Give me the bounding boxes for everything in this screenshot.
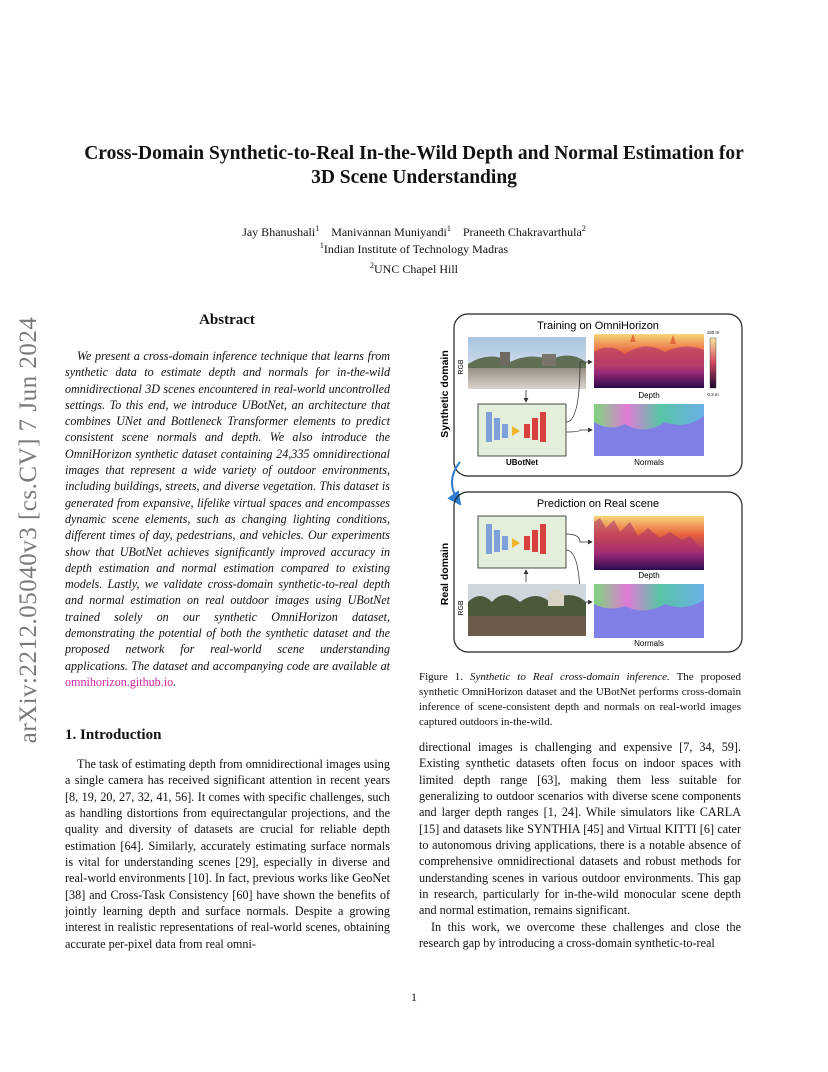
depth-scale-bar [707,330,720,397]
paper-title: Cross-Domain Synthetic-to-Real In-the-Wild Depth and Normal Estimation for 3D Scene Understanding [84,143,744,188]
real-rgb-image [468,584,586,636]
intro-paragraph: The task of estimating depth from omnidirectional images using a single camera has received significant attention in recent years [8, 19, 20, 27, 32, 41, 56]. It comes with specific challenges, such as handling distortions from equirectangular projections, and the quality and diversity of datasets are crucial for reliable depth estimation [64]. Similarly, accurately estimating surface normals is vital for understanding scenes [29], especially in diverse and real-world environments [10]. In fact, previous works like GeoNet [38] and Cross-Task Consistency [60] have shown the benefits of jointly learning depth and surface normals. Despite a growing interest in realistic representations of real-world scenes, obtaining accurate per-pixel data from real omni- [65,757,390,951]
paragraph: directional images is challenging and expensive [7, 34, 59]. Existing synthetic datasets often focus on indoor spaces with limited depth range [63], making them less suitable for generalizing to outdoor scenarios with diverse scene components and larger depth ranges [1, 24]. While simulators like CARLA [15] and datasets like SYNTHIA [45] and Virtual KITTI [6] cater to autonomous driving applications, there is a notable absence of comprehensive omnidirectional datasets and robust methods for understanding scenes in various outdoor environments. This gap in research, particularly for in-the-wild monocular scene depth and normal estimation, remains significant. [419,740,741,918]
svg-text:0.3 m: 0.3 m [707,392,719,397]
abstract-text: We present a cross-domain inference technique that learns from synthetic data to estimate depth and normals for in-the-wild omnidirectional 3D scenes encountered in real-world uncontrolled settings. To this end, we introduce UBotNet, an architecture that combines UNet and Bottleneck Transformer elements to predict consistent scene normals and depth. We also introduce the OmniHorizon synthetic dataset containing 24,335 omnidirectional images that represent a wide variety of outdoor environments, including buildings, streets, and diverse vegetation. This dataset is generated from expansive, lifelike virtual spaces and encompasses dynamic scene elements, such as changing lighting conditions, different times of day, pedestrians, and vehicles. Our experiments show that UBotNet achieves significantly improved accuracy in depth estimation and normal estimation compared to existing models. Lastly, we validate cross-domain synthetic-to-real depth and normal estimation on real outdoor images using UBotNet trained solely on our synthetic OmniHorizon dataset, demonstrating the potential of both the synthetic dataset and the proposed network for real-world scene understanding applications. The dataset and accompanying code are available at omnihorizon.github.io. [65,349,390,689]
prediction-title: Prediction on Real scene [536,498,660,510]
rgb-label: RGB [458,359,465,375]
author-list: Jay Bhanushali$^1$ Manivannan Muniyandi$^1$ Praneeth Chakravarthula$^2$ [242,224,586,239]
normals-label: Normals [634,458,664,467]
page-number: 1 [411,990,417,1004]
affiliation: $^1$Indian Institute of Technology Madras [319,241,509,256]
arxiv-identifier: arXiv:2212.05040v3 [cs.CV] 7 Jun 2024 [15,316,42,744]
depth-label: Depth [638,571,660,580]
ubotnet-diagram [478,404,566,456]
figure-caption: Figure 1. Synthetic to Real cross-domain inference. The proposed synthetic OmniHorizon dataset and the UBotNet performs cross-domain inference of scene-consistent depth and normals on real-world images captured outdoors in-the-wild. [419,671,741,728]
ubotnet-diagram [478,516,566,568]
section-heading: 1. Introduction [65,727,162,743]
ubotnet-label: UBotNet [506,458,538,467]
author: Jay Bhanushali [242,225,316,239]
normals-label: Normals [634,639,664,648]
paragraph: In this work, we overcome these challenges and close the research gap by introducing a cross-domain synthetic-to-real [419,919,741,951]
project-link[interactable]: omnihorizon.github.io [65,674,174,689]
author: Praneeth Chakravarthula [462,225,582,239]
synthetic-depth-map [594,334,704,388]
rgb-label: RGB [458,600,465,616]
training-title: Training on OmniHorizon [537,320,659,332]
abstract-heading: Abstract [199,312,255,328]
author: Manivannan Muniyandi [331,225,447,239]
synthetic-domain-label: Synthetic domain [439,350,451,438]
synthetic-normal-map [594,404,704,456]
synthetic-rgb-image [468,337,586,389]
real-normal-map [594,584,704,638]
real-depth-map [594,516,704,570]
depth-label: Depth [638,391,660,400]
right-column-text [419,739,741,951]
real-domain-label: Real domain [439,542,451,606]
svg-text:150 m: 150 m [706,330,720,335]
figure-1 [430,312,746,658]
affiliation: $^2$UNC Chapel Hill [370,261,458,276]
